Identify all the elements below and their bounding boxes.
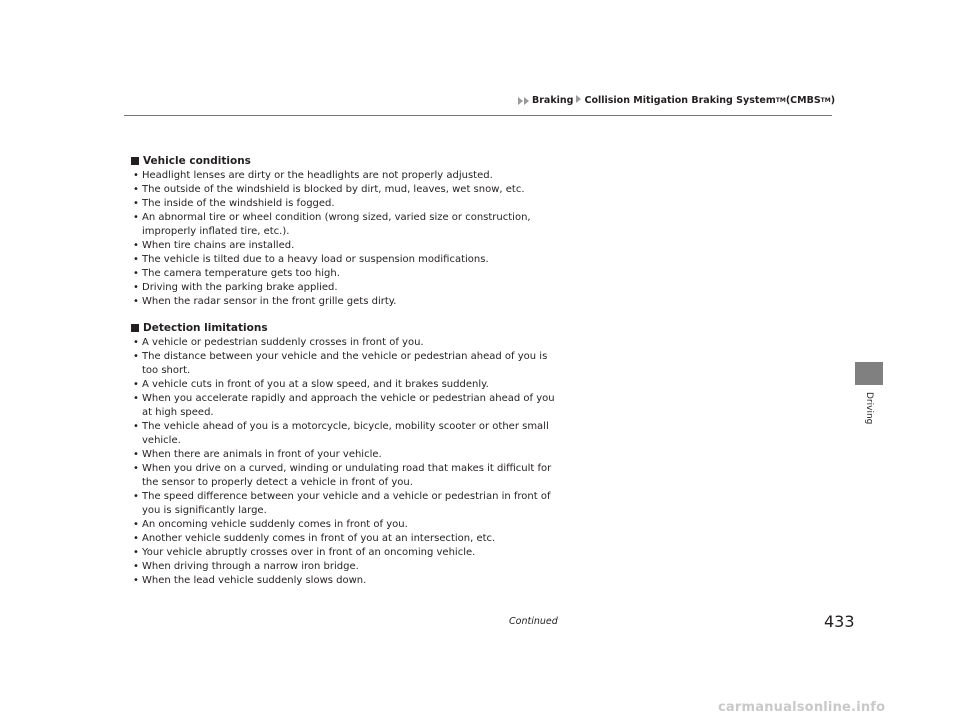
watermark: carmanualsonline.info [718, 700, 886, 715]
list-item: • The vehicle ahead of you is a motorcycle, bicycle, mobility scooter or other small vehicle. [133, 421, 549, 446]
list-item: • The vehicle is tilted due to a heavy load or suspension modifications. [133, 254, 489, 265]
bullet-icon: • [133, 254, 139, 265]
breadcrumb-separator-icon [576, 95, 582, 106]
breadcrumb-arrow-icon [518, 97, 530, 105]
bullet-icon: • [133, 268, 139, 279]
bullet-icon: • [133, 449, 139, 460]
bullet-icon: • [133, 351, 139, 362]
page-number: 433 [824, 612, 855, 631]
bullet-icon: • [133, 575, 139, 586]
bullet-icon: • [133, 170, 139, 181]
list-item: • When driving through a narrow iron bridge. [133, 561, 359, 572]
square-bullet-icon [131, 157, 139, 165]
list-item: • The distance between your vehicle and the vehicle or pedestrian ahead of you is too short. [133, 351, 548, 376]
bullet-icon: • [133, 296, 139, 307]
bullet-icon: • [133, 337, 139, 348]
bullet-icon: • [133, 463, 139, 474]
bullet-icon: • [133, 198, 139, 209]
list-item: • When you accelerate rapidly and approach the vehicle or pedestrian ahead of you at high speed. [133, 393, 555, 418]
section-title: Detection limitations [143, 322, 268, 334]
list-item: • Driving with the parking brake applied. [133, 282, 338, 293]
breadcrumb-suffix-close: ) [830, 95, 836, 106]
section-title: Vehicle conditions [143, 155, 251, 167]
chapter-tab-marker [855, 362, 883, 385]
bullet-icon: • [133, 491, 139, 502]
condition-list [133, 169, 563, 309]
list-item: • A vehicle cuts in front of you at a slow speed, and it brakes suddenly. [133, 379, 489, 390]
list-item: • Headlight lenses are dirty or the headlights are not properly adjusted. [133, 170, 493, 181]
section-heading [131, 155, 563, 167]
list-item: • When tire chains are installed. [133, 240, 295, 251]
bullet-icon: • [133, 547, 139, 558]
list-item: • The camera temperature gets too high. [133, 268, 340, 279]
bullet-icon: • [133, 282, 139, 293]
bullet-icon: • [133, 533, 139, 544]
list-item: • An oncoming vehicle suddenly comes in front of you. [133, 519, 408, 530]
section-vehicle-conditions [133, 155, 563, 309]
section-heading [131, 322, 563, 334]
main-content [133, 155, 563, 601]
breadcrumb-cmbs[interactable]: Collision Mitigation Braking System [584, 95, 776, 106]
trademark-mark: TM [775, 97, 786, 104]
list-item: • The speed difference between your vehicle and a vehicle or pedestrian in front of you is significantly large. [133, 491, 551, 516]
bullet-icon: • [133, 519, 139, 530]
square-bullet-icon [131, 324, 139, 332]
trademark-mark-2: TM [820, 97, 831, 104]
breadcrumb-braking[interactable]: Braking [532, 95, 574, 106]
list-item: • When you drive on a curved, winding or undulating road that makes it difficult for the sensor to properly detect a vehicle in front of you. [133, 463, 552, 488]
list-item: • The outside of the windshield is blocked by dirt, mud, leaves, wet snow, etc. [133, 184, 525, 195]
list-item: • Another vehicle suddenly comes in front of you at an intersection, etc. [133, 533, 496, 544]
bullet-icon: • [133, 184, 139, 195]
list-item: • Your vehicle abruptly crosses over in front of an oncoming vehicle. [133, 547, 476, 558]
chapter-label: Driving [864, 392, 874, 425]
list-item: • The inside of the windshield is fogged. [133, 198, 335, 209]
breadcrumb [518, 95, 835, 106]
limitation-list [133, 336, 563, 588]
bullet-icon: • [133, 212, 139, 223]
section-detection-limitations [133, 322, 563, 588]
continued-label: Continued [509, 616, 558, 627]
list-item: • When the lead vehicle suddenly slows down. [133, 575, 367, 586]
bullet-icon: • [133, 240, 139, 251]
header-divider [124, 115, 832, 116]
list-item: • An abnormal tire or wheel condition (wrong sized, varied size or construction, improperly inflated tire, etc.). [133, 212, 531, 237]
breadcrumb-suffix-open: (CMBS [785, 95, 821, 106]
list-item: • When there are animals in front of your vehicle. [133, 449, 382, 460]
bullet-icon: • [133, 379, 139, 390]
list-item: • When the radar sensor in the front grille gets dirty. [133, 296, 397, 307]
bullet-icon: • [133, 393, 139, 404]
bullet-icon: • [133, 421, 139, 432]
list-item: • A vehicle or pedestrian suddenly crosses in front of you. [133, 337, 424, 348]
bullet-icon: • [133, 561, 139, 572]
